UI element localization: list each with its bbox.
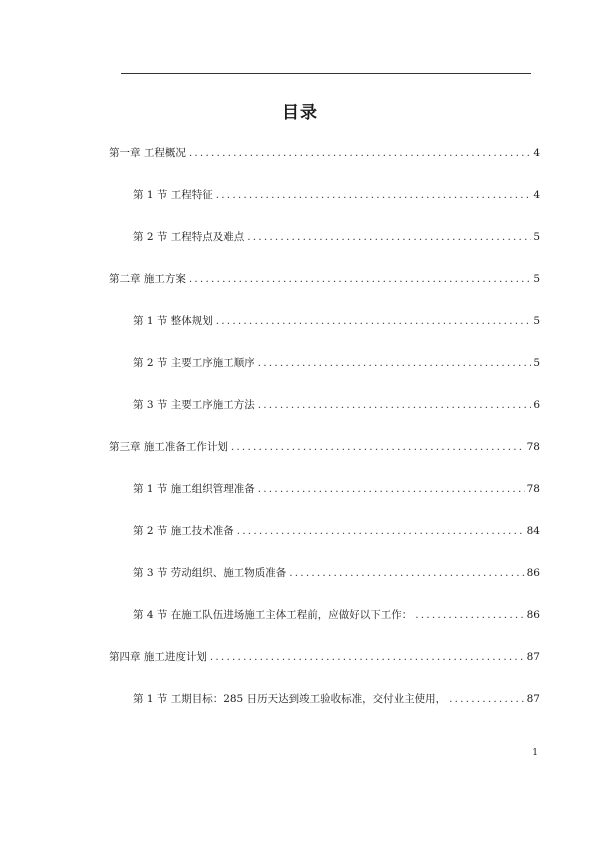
toc-entry-label: 第四章 施工进度计划 — [109, 651, 207, 663]
header-rule — [121, 73, 531, 74]
toc-entry-section[interactable] — [133, 481, 540, 499]
toc-page-number: 84 — [526, 525, 540, 537]
toc-entry-label: 第 1 节 工程特征 — [133, 189, 213, 201]
toc-entry-label: 第 3 节 主要工序施工方法 — [133, 399, 255, 411]
toc-page-number: 78 — [526, 441, 540, 453]
dot-leader — [289, 567, 524, 579]
toc-entry-section[interactable] — [133, 229, 540, 247]
toc-entry-label: 第一章 工程概况 — [109, 147, 186, 159]
dot-leader — [189, 273, 531, 285]
dot-leader — [258, 357, 532, 369]
toc-entry-section[interactable] — [133, 523, 540, 541]
toc-page-number: 86 — [526, 567, 540, 579]
toc-page-number: 78 — [526, 483, 540, 495]
dot-leader — [237, 525, 525, 537]
toc-entry-label: 第 1 节 工期目标：285 日历天达到竣工验收标准，交付业主使用， — [133, 693, 447, 705]
dot-leader — [258, 399, 532, 411]
dot-leader — [216, 189, 532, 201]
toc-entry-section[interactable] — [133, 313, 540, 331]
toc-entry-section[interactable] — [133, 397, 540, 415]
dot-leader — [247, 231, 531, 243]
toc-entry-section[interactable] — [133, 355, 540, 373]
toc-page-number: 4 — [533, 147, 540, 159]
toc-entry-section[interactable] — [133, 565, 540, 583]
toc-entry-label: 第 2 节 主要工序施工顺序 — [133, 357, 255, 369]
toc-entry-section[interactable] — [133, 607, 540, 625]
toc-page-number: 87 — [526, 693, 540, 705]
toc-entry-section[interactable] — [133, 691, 540, 709]
dot-leader — [210, 651, 525, 663]
toc-page-number: 4 — [533, 189, 540, 201]
dot-leader — [258, 483, 525, 495]
toc-entry-label: 第 2 节 施工技术准备 — [133, 525, 234, 537]
page-number: 1 — [532, 748, 538, 758]
toc-entry-label: 第 2 节 工程特点及难点 — [133, 231, 245, 243]
toc-entry-section[interactable] — [133, 187, 540, 205]
toc-page-number: 5 — [533, 231, 540, 243]
toc-entry-label: 第 1 节 施工组织管理准备 — [133, 483, 255, 495]
dot-leader — [231, 441, 525, 453]
toc-page-number: 87 — [526, 651, 540, 663]
toc-entry-label: 第 3 节 劳动组织、施工物质准备 — [133, 567, 287, 579]
dot-leader — [189, 147, 531, 159]
toc-entry-label: 第 1 节 整体规划 — [133, 315, 213, 327]
dot-leader — [449, 693, 525, 705]
toc-entry-label: 第 4 节 在施工队伍进场施工主体工程前，应做好以下工作： — [133, 609, 413, 621]
toc-page-number: 5 — [533, 273, 540, 285]
dot-leader — [415, 609, 524, 621]
toc-entry-chapter[interactable] — [109, 145, 540, 163]
toc-page-number: 5 — [533, 357, 540, 369]
toc-page-number: 5 — [533, 315, 540, 327]
dot-leader — [216, 315, 532, 327]
toc-entry-chapter[interactable] — [109, 649, 540, 667]
page-title: 目录 — [282, 103, 318, 123]
toc-entry-chapter[interactable] — [109, 271, 540, 289]
toc-entry-chapter[interactable] — [109, 439, 540, 457]
toc-page-number: 6 — [533, 399, 540, 411]
toc-entry-label: 第三章 施工准备工作计划 — [109, 441, 228, 453]
toc-entry-label: 第二章 施工方案 — [109, 273, 186, 285]
toc-page-number: 86 — [526, 609, 540, 621]
